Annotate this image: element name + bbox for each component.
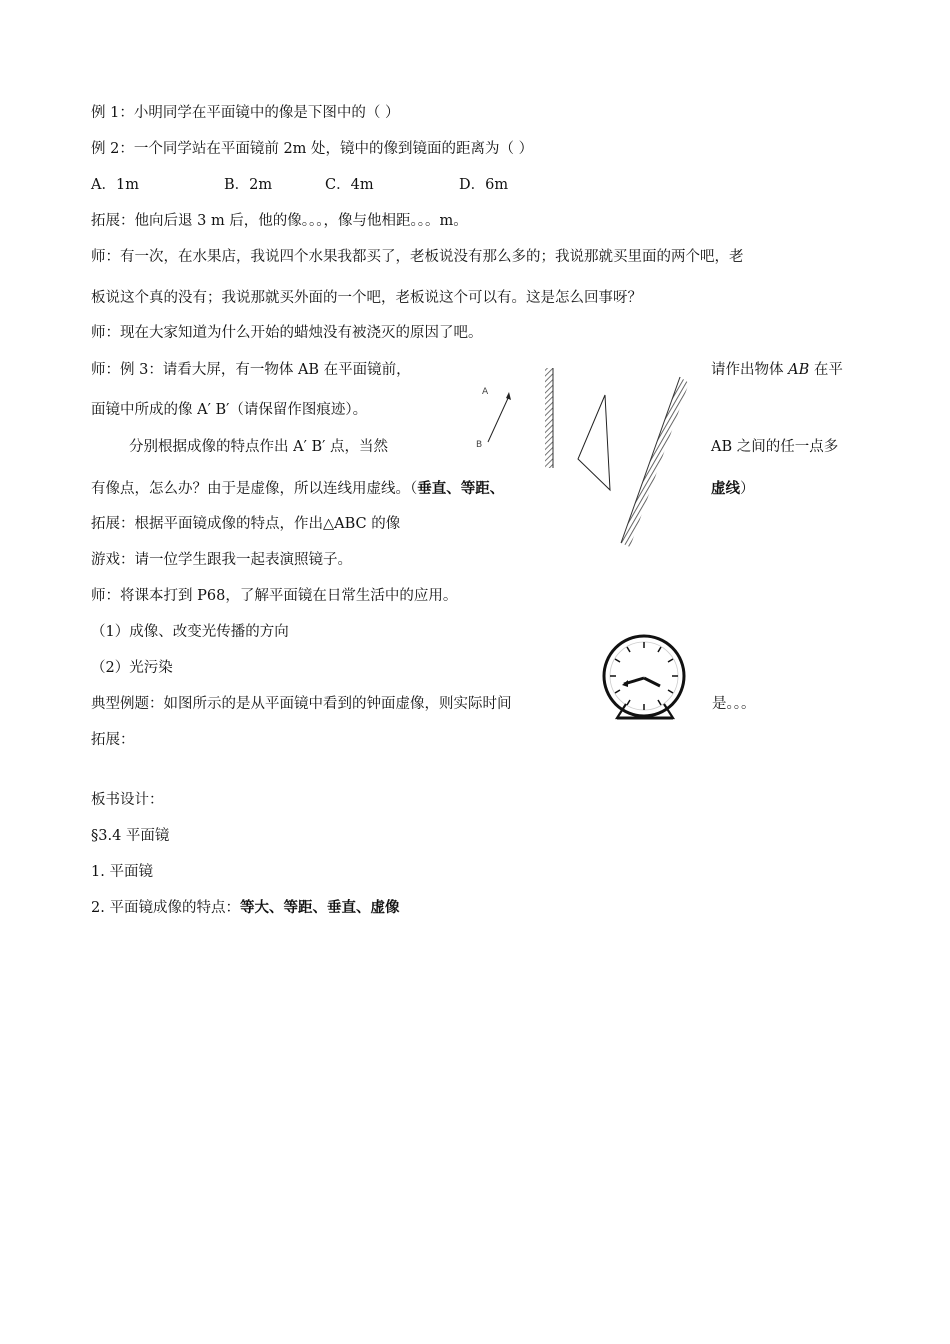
- extension-3: 拓展：: [91, 732, 135, 748]
- extension-1: 拓展：他向后退 3 m 后，他的像。。。，像与他相距。。。m。: [91, 213, 468, 229]
- mirror-figure-ab: [470, 360, 570, 472]
- label-a: A: [482, 387, 489, 397]
- clock-figure: [600, 632, 690, 724]
- slanted-mirror-surface: [621, 377, 680, 543]
- label-b: B: [476, 440, 483, 450]
- teacher-dialog-1b: 板说这个真的没有；我说那就买外面的一个吧，老板说这个可以有。这是怎么回事呀？: [91, 290, 642, 306]
- example-1: 例 1：小明同学在平面镜中的像是下图中的（ ）: [91, 105, 400, 121]
- example-3-line-4-left: 有像点，怎么办？由于是虚像，所以连线用虚线。（垂直、等距、: [91, 480, 505, 497]
- board-section: §3.4 平面镜: [91, 828, 170, 844]
- slanted-mirror-hatch: [621, 377, 689, 547]
- example-3-left: 师：例 3：请看大屏，有一物体 AB 在平面镜前，: [91, 362, 411, 378]
- example-3-line-4-right: 虚线）: [711, 480, 755, 497]
- object-ab-arrow: [488, 396, 509, 442]
- board-item-1: 1. 平面镜: [91, 864, 153, 880]
- teacher-dialog-3: 师：将课本打到 P68，了解平面镜在日常生活中的应用。: [91, 588, 458, 604]
- application-2: （2）光污染: [91, 660, 173, 676]
- extension-2: 拓展：根据平面镜成像的特点，作出△ABC 的像: [91, 516, 401, 532]
- example-3-right: 请作出物体 AB 在平: [711, 362, 843, 378]
- triangle-abc: [578, 395, 610, 490]
- mirror-hatch: [545, 368, 553, 468]
- teacher-dialog-2: 师：现在大家知道为什么开始的蜡烛没有被浇灭的原因了吧。: [91, 325, 483, 341]
- typical-example-left: 典型例题：如图所示的是从平面镜中看到的钟面虚像，则实际时间: [91, 696, 512, 712]
- example-3-line-3-left: 分别根据成像的特点作出 A′ B′ 点，当然: [129, 439, 389, 455]
- example-2: 例 2：一个同学站在平面镜前 2m 处，镜中的像到镜面的距离为（ ）: [91, 141, 534, 157]
- example-3-line-2: 面镜中所成的像 A′ B′（请保留作图痕迹）。: [91, 402, 368, 418]
- teacher-dialog-1a: 师：有一次，在水果店，我说四个水果我都买了，老板说没有那么多的；我说那就买里面的两个吧，老: [91, 249, 744, 265]
- option-c: C．4m: [325, 177, 374, 193]
- typical-example-right: 是。。。: [712, 696, 756, 712]
- option-b: B．2m: [224, 177, 273, 193]
- application-1: （1）成像、改变光传播的方向: [91, 624, 289, 640]
- option-a: A．1m: [91, 177, 139, 193]
- example-3-line-3-right: AB 之间的任一点多: [711, 439, 839, 455]
- option-d: D．6m: [459, 177, 509, 193]
- mirror-figure-triangle: [570, 375, 695, 560]
- board-item-2: 2. 平面镜成像的特点：等大、等距、垂直、虚像: [91, 899, 400, 916]
- arrow-head: [506, 392, 511, 400]
- game-line: 游戏：请一位学生跟我一起表演照镜子。: [91, 552, 352, 568]
- board-design-title: 板书设计：: [91, 792, 164, 808]
